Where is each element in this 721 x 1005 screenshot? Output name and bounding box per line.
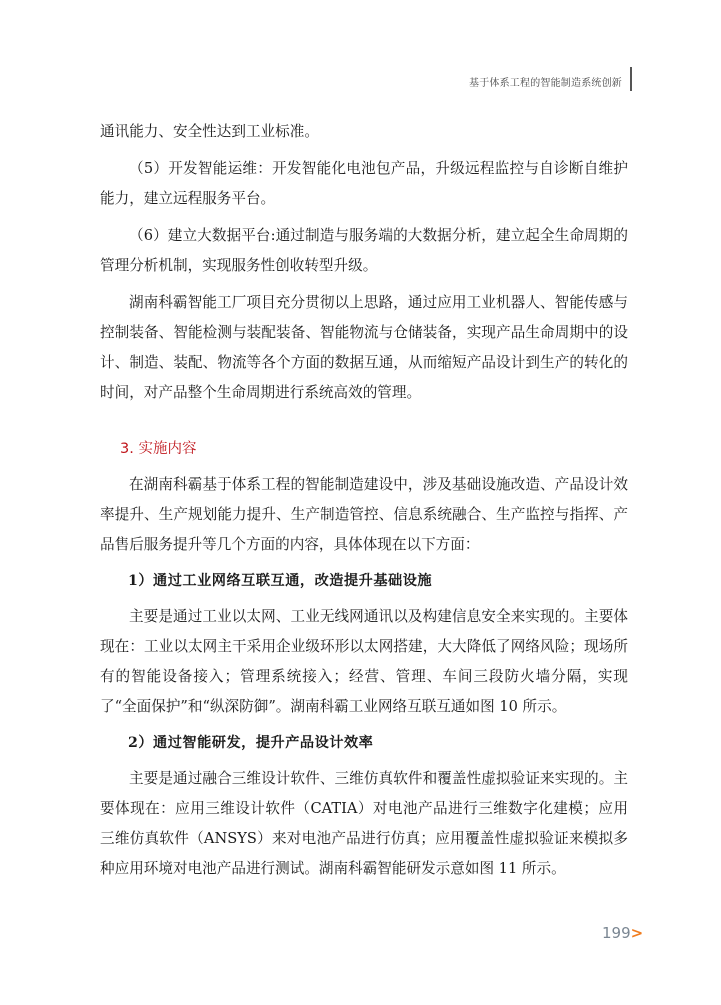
page-body: [100, 117, 628, 884]
subsection-body-1: 主要是通过工业以太网、工业无线网通讯以及构建信息安全来实现的。主要体现在：工业以太网主干采用企业级环形以太网搭建，大大降低了网络风险；现场所有的智能设备接入；管理系统接入；经营、管理、车间三段防火墙分隔，实现了“全面保护”和“纵深防御”。湖南科霸工业网络互联互通如图 10 所示。: [100, 608, 628, 715]
paragraph-item-6: （6）建立大数据平台:通过制造与服务端的大数据分析，建立起全生命周期的管理分析机制，实现服务性创收转型升级。: [100, 227, 628, 274]
page-number: 199: [602, 924, 631, 942]
header-divider-bar: [630, 67, 632, 91]
running-title: 基于体系工程的智能制造系统创新: [469, 77, 622, 89]
subsection-heading-1: 1）通过工业网络互联互通，改造提升基础设施: [128, 573, 433, 589]
section-intro: 在湖南科霸基于体系工程的智能制造建设中，涉及基础设施改造、产品设计效率提升、生产规划能力提升、生产制造管控、信息系统融合、生产监控与指挥、产品售后服务提升等几个方面的内容，具体体现在以下方面：: [100, 476, 628, 553]
running-header: [469, 71, 632, 91]
subsection-body-2: 主要是通过融合三维设计软件、三维仿真软件和覆盖性虚拟验证来实现的。主要体现在：应用三维设计软件（CATIA）对电池产品进行三维数字化建模；应用三维仿真软件（ANSYS）来对电池产品进行仿真；应用覆盖性虚拟验证来模拟多种应用环境对电池产品进行测试。湖南科霸智能研发示意如图 11 所示。: [100, 770, 628, 877]
next-arrow-icon: >: [630, 924, 644, 942]
section-heading: 3. 实施内容: [120, 441, 197, 457]
page-footer: [602, 924, 643, 942]
paragraph-continuation: 通讯能力、安全性达到工业标准。: [100, 123, 319, 140]
subsection-heading-2: 2）通过智能研发，提升产品设计效率: [128, 735, 374, 751]
paragraph-item-5: （5）开发智能运维：开发智能化电池包产品，升级远程监控与自诊断自维护能力，建立远程服务平台。: [100, 160, 628, 207]
paragraph-summary: 湖南科霸智能工厂项目充分贯彻以上思路，通过应用工业机器人、智能传感与控制装备、智能检测与装配装备、智能物流与仓储装备，实现产品生命周期中的设计、制造、装配、物流等各个方面的数据互通，从而缩短产品设计到生产的转化的时间，对产品整个生命周期进行系统高效的管理。: [100, 294, 628, 401]
